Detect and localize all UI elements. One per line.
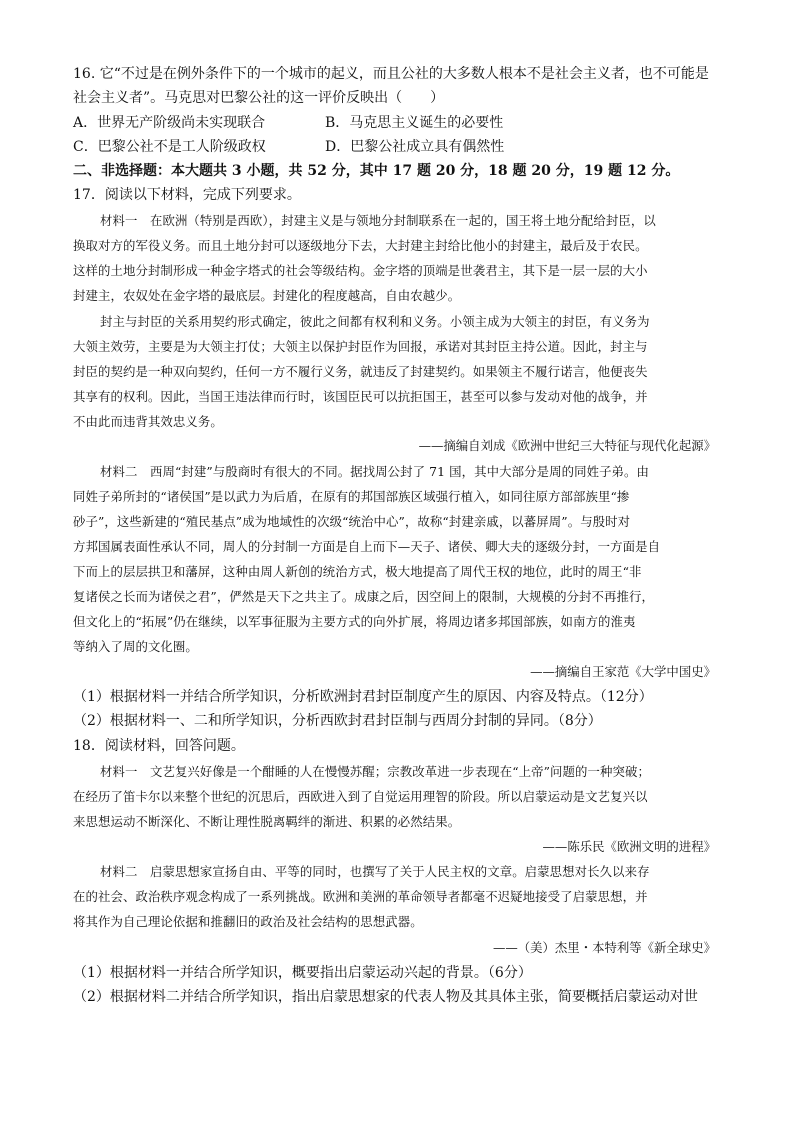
q17-m1b-line: 封臣的契约是一种双向契约，任何一方不履行义务，就违反了封建契约。如果领主不履行诺言，他便丧失 — [73, 364, 648, 379]
q18-m2-source: ——（美）杰里・本特利等《新全球史》 — [492, 940, 716, 955]
q16-option-c: C．巴黎公社不是工人阶级政权 — [73, 139, 266, 155]
q17-m1-source: ——摘编自刘成《欧洲中世纪三大特征与现代化起源》 — [418, 438, 716, 453]
q17-subquestion-2: （2）根据材料一、二和所学知识，分析西欧封君封臣制与西周分封制的异同。（8分） — [73, 713, 602, 729]
q18-m1-line: 在经历了笛卡尔以来整个世纪的沉思后，西欧进入到了自觉运用理智的阶段。所以启蒙运动是文艺复兴以 — [73, 789, 648, 804]
q18-m2-line: 在的社会、政治秩序观念构成了一系列挑战。欧洲和美洲的革命领导者都毫不迟疑地接受了启蒙思想，并 — [73, 889, 648, 904]
q17-m2-line: 材料二 西周“封建”与殷商时有很大的不同。据找周公封了 71 国，其中大部分是周的同姓子弟。由 — [100, 464, 650, 479]
q17-m1b-line: 大领主效劳，主要是为大领主打仗；大领主以保护封臣作为回报，承诺对其封臣主持公道。因此，封主与 — [73, 339, 648, 354]
q17-m1b-line: 其享有的权利。因此，当国王违法律而行时，该国臣民可以抗拒国王，甚至可以参与发动对他的战争，并 — [73, 389, 648, 404]
q17-m2-line: 方邦国属表面性承认不同，周人的分封制一方面是自上而下—天子、诸侯、卿大夫的逐级分封，一方面是自 — [73, 539, 661, 554]
q17-subquestion-1: （1）根据材料一并结合所学知识，分析欧洲封君封臣制度产生的原因、内容及特点。（12分） — [73, 689, 653, 705]
q18-m2-line: 材料二 启蒙思想家宣扬自由、平等的同时，也撰写了关于人民主权的文章。启蒙思想对长久以来存 — [100, 864, 650, 879]
q17-m1b-line: 封主与封臣的关系用契约形式确定，彼此之间都有权利和义务。小领主成为大领主的封臣，有义务为 — [100, 314, 650, 329]
q16-option-b: B．马克思主义诞生的必要性 — [325, 115, 504, 131]
q18-m1-line: 材料一 文艺复兴好像是一个酣睡的人在慢慢苏醒；宗教改革进一步表现在“上帝”问题的一种突破； — [100, 764, 650, 779]
q16-option-d: D．巴黎公社成立具有偶然性 — [325, 139, 505, 155]
q18-subquestion-1: （1）根据材料一并结合所学知识，概要指出启蒙运动兴起的背景。（6分） — [73, 965, 532, 981]
q16-option-a: A．世界无产阶级尚未实现联合 — [73, 115, 266, 131]
q18-subquestion-2: （2）根据材料二并结合所学知识，指出启蒙思想家的代表人物及其具体主张，简要概括启蒙运动对世 — [73, 989, 698, 1005]
q17-m1-line: 封建主，农奴处在金字塔的最底层。封建化的程度越高，自由农越少。 — [73, 288, 461, 303]
q17-m2-source: ——摘编自王家范《大学中国史》 — [530, 664, 716, 679]
q17-title: 17．阅读以下材料，完成下列要求。 — [73, 187, 301, 203]
q17-m2-line: 砂子”，这些新建的“殖民基点”成为地域性的次级“统治中心”，故称“封建亲戚，以蕃屏周”。与殷时对 — [73, 514, 631, 529]
q17-m1-line: 换取对方的军役义务。而且土地分封可以逐级地分下去，大封建主封给比他小的封建主，最后及于农民。 — [73, 238, 648, 253]
section2-heading: 二、非选择题：本大题共 3 小题，共 52 分，其中 17 题 20 分，18 题 20 分，19 题 12 分。 — [73, 163, 680, 179]
q17-m2-line: 但文化上的“拓展”仍在继续，以军事征服为主要方式的向外扩展，将周边诸多邦国部族，如南方的淮夷 — [73, 614, 636, 629]
q18-m1-line: 来思想运动不断深化、不断让理性脱离羁绊的渐进、积累的必然结果。 — [73, 814, 461, 829]
q18-m1-source: ——陈乐民《欧洲文明的进程》 — [542, 839, 716, 854]
q17-m2-line: 同姓子弟所封的“诸侯国”是以武力为后盾，在原有的邦国部族区域强行植入，如同往原方部部族里“掺 — [73, 489, 630, 504]
q16-stem-line1: 16. 它“不过是在例外条件下的一个城市的起义，而且公社的大多数人根本不是社会主义者，也不可能是 — [73, 66, 709, 82]
q17-m2-line: 复诸侯之长而为诸侯之君”，俨然是天下之共主了。成康之后，因空间上的限制，大规模的分封不再推行， — [73, 589, 655, 604]
q16-stem-line2: 社会主义者”。马克思对巴黎公社的这一评价反映出（ ） — [73, 90, 445, 106]
q18-title: 18．阅读材料，回答问题。 — [73, 738, 245, 754]
q17-m1-line: 材料一 在欧洲（特别是西欧），封建主义是与领地分封制联系在一起的，国王将土地分配给封臣，以 — [100, 213, 656, 228]
q17-m2-line: 等纳入了周的文化圈。 — [73, 639, 198, 654]
q17-m2-line: 下而上的层层拱卫和藩屏，这种由周人新创的统治方式，极大地提高了周代王权的地位，此时的周王“非 — [73, 564, 642, 579]
q18-m2-line: 将其作为自己理论依据和推翻旧的政治及社会结构的思想武器。 — [73, 914, 423, 929]
q17-m1-line: 这样的土地分封制形成一种金字塔式的社会等级结构。金字塔的顶端是世袭君主，其下是一层一层的大小 — [73, 263, 648, 278]
q17-m1b-line: 不由此而违背其效忠义务。 — [73, 414, 223, 429]
